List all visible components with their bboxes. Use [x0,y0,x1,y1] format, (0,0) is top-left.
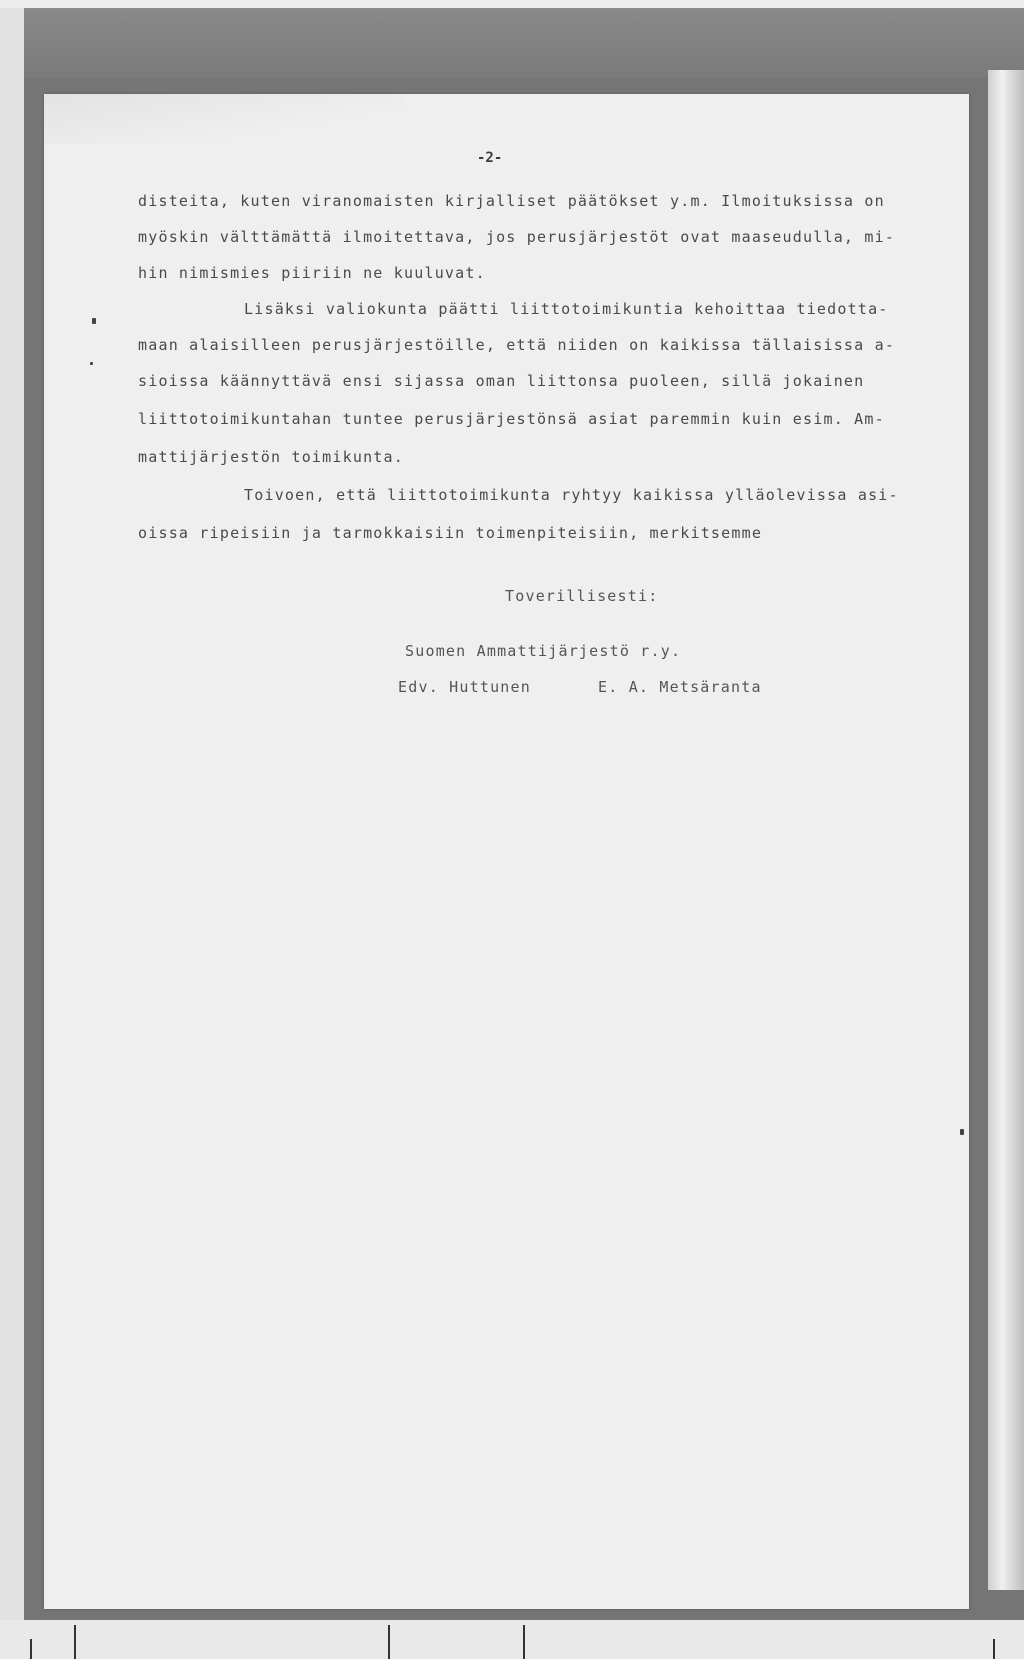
scan-bottom-strip [0,1620,1024,1659]
ruler-tick [30,1639,32,1659]
body-line: Toivoen, että liittotoimikunta ryhtyy kaikissa ylläolevissa asi- [244,486,899,504]
body-line: hin nimismies piiriin ne kuuluvat. [138,264,486,282]
signatory-name: E. A. Metsäranta [598,678,762,696]
margin-mark [960,1129,964,1135]
body-line: mattijärjestön toimikunta. [138,448,404,466]
body-line: maan alaisilleen perusjärjestöille, että niiden on kaikissa tällaisissa a- [138,336,896,354]
page-number: -2- [477,150,503,166]
body-line: disteita, kuten viranomaisten kirjalliset päätökset y.m. Ilmoituksissa on [138,192,885,210]
body-line: oissa ripeisiin ja tarmokkaisiin toimenpiteisiin, merkitsemme [138,524,763,542]
margin-mark [90,362,93,365]
organization-name: Suomen Ammattijärjestö r.y. [405,642,682,660]
ruler-tick [993,1639,995,1659]
ruler-tick [74,1625,76,1659]
body-line: myöskin välttämättä ilmoitettava, jos perusjärjestöt ovat maaseudulla, mi- [138,228,896,246]
ruler-tick [388,1625,390,1659]
ruler-tick [523,1625,525,1659]
document-sheet [44,94,969,1609]
body-line: liittotoimikuntahan tuntee perusjärjestönsä asiat paremmin kuin esim. Am- [138,410,885,428]
body-line: sioissa käännyttävä ensi sijassa oman liittonsa puoleen, sillä jokainen [138,372,865,390]
body-line: Lisäksi valiokunta päätti liittotoimikuntia kehoittaa tiedotta- [244,300,889,318]
scanner-backdrop-top [24,8,1024,78]
underlying-page-edge [988,70,1024,1590]
signatory-name: Edv. Huttunen [398,678,531,696]
margin-mark [92,318,96,324]
closing-salutation: Toverillisesti: [505,587,659,605]
